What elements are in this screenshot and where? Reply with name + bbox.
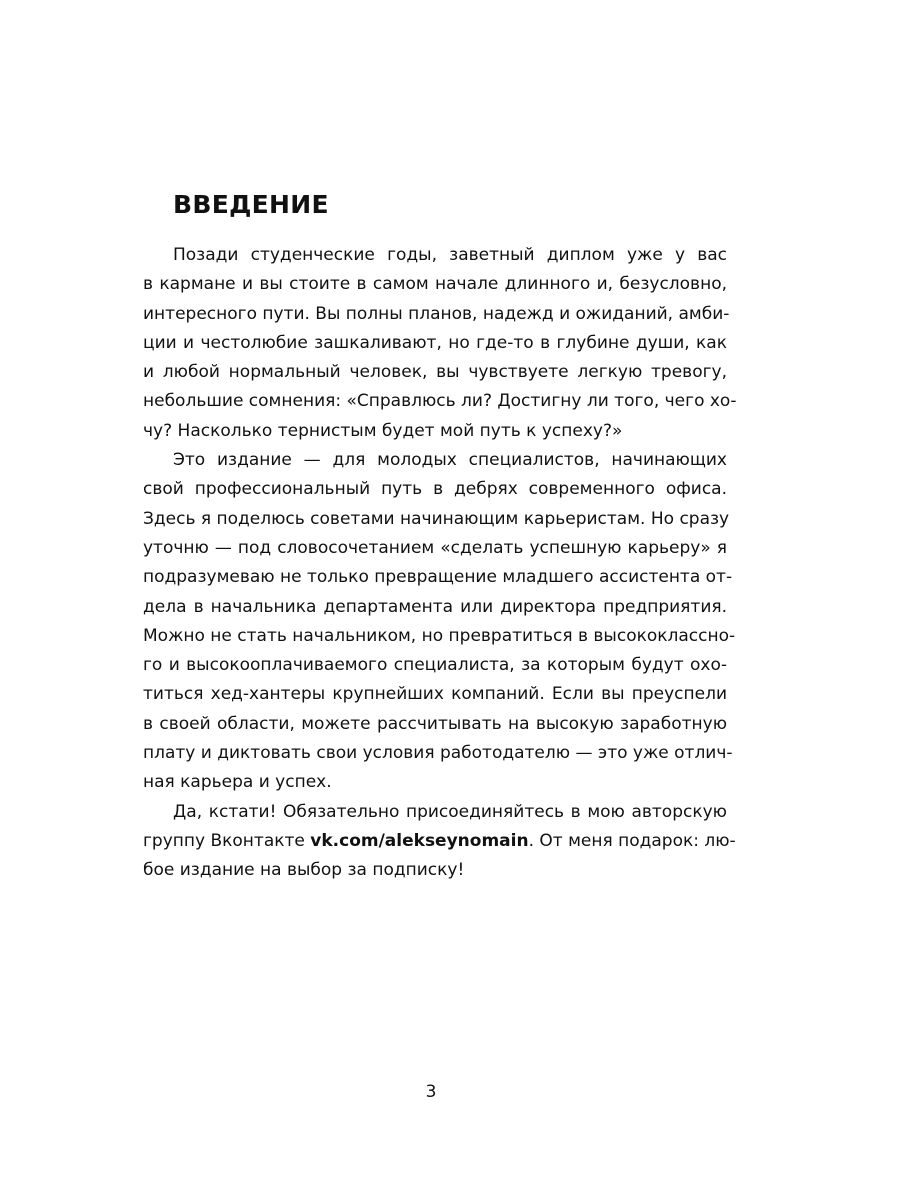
text-line: в своей области, можете рассчитывать на высокую заработную — [143, 713, 727, 734]
text-line: Здесь я поделюсь советами начинающим карьеристам. Но сразу — [143, 508, 730, 529]
chapter-title: ВВЕДЕНИЕ — [173, 190, 329, 219]
text-line: небольшие сомнения: «Справлюсь ли? Достигну ли того, чего хо- — [143, 391, 737, 412]
text-line: ции и честолюбие зашкаливают, но где-то в глубине души, как — [143, 332, 727, 353]
text-line: в кармане и вы стоите в самом начале длинного и, безусловно, — [143, 274, 727, 295]
text-line: плату и диктовать свои условия работодателю — это уже отлич- — [143, 743, 733, 764]
paragraph-intro — [143, 241, 737, 446]
paragraph-audience — [143, 446, 736, 798]
text-line: дела в начальника департамента или директора предприятия. — [143, 596, 727, 617]
text-segment: . От меня подарок: лю- — [528, 830, 736, 851]
text-line: го и высокооплачиваемого специалиста, за которым будут охо- — [143, 655, 727, 676]
text-line: интересного пути. Вы полны планов, надежд и ожиданий, амби- — [143, 303, 730, 324]
vk-group-link[interactable]: vk.com/alekseynomain — [310, 830, 529, 851]
text-line: уточню — под словосочетанием «сделать успешную карьеру» я — [143, 537, 727, 558]
text-line: подразумеваю не только превращение младшего ассистента от- — [143, 567, 733, 588]
text-line: Это издание — для молодых специалистов, начинающих — [173, 450, 727, 471]
paragraph-community — [143, 798, 736, 886]
text-line: Да, кстати! Обязательно присоединяйтесь в мою авторскую — [173, 801, 727, 822]
text-line: чу? Насколько тернистым будет мой путь к успеху?» — [143, 420, 623, 441]
page-number: 3 — [425, 1082, 437, 1102]
text-line: свой профессиональный путь в дебрях современного офиса. — [143, 479, 727, 500]
text-line: титься хед-хантеры крупнейших компаний. Если вы преуспели — [143, 684, 727, 705]
text-line: и любой нормальный человек, вы чувствуете легкую тревогу, — [143, 362, 727, 383]
text-line — [143, 827, 736, 856]
text-line: бое издание на выбор за подписку! — [143, 860, 465, 881]
text-line: Позади студенческие годы, заветный диплом уже у вас — [173, 245, 727, 265]
text-segment: группу Вконтакте — [143, 830, 311, 851]
text-line: Можно не стать начальником, но превратиться в высококлассно- — [143, 625, 736, 646]
body-text — [143, 241, 737, 886]
text-line: ная карьера и успех. — [143, 772, 332, 793]
